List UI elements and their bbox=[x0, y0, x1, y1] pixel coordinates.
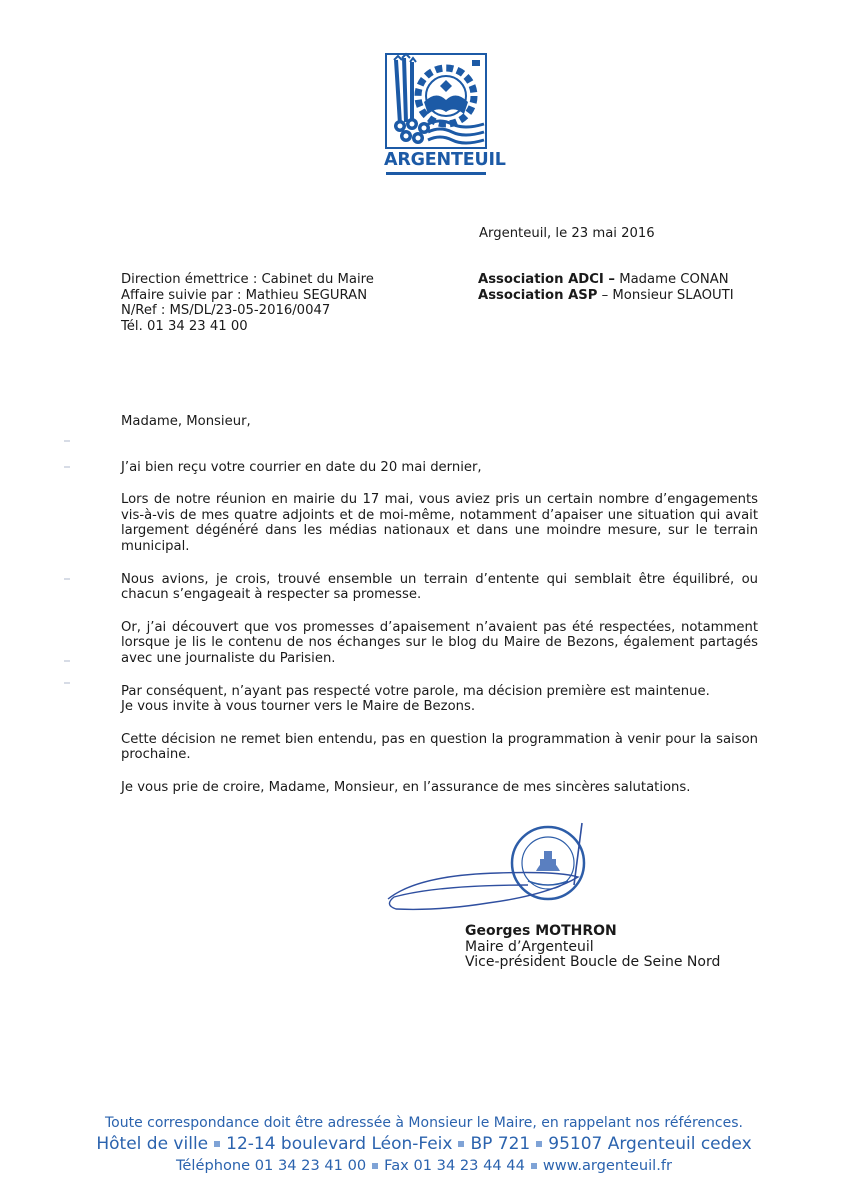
letter-body bbox=[121, 414, 758, 796]
margin-mark bbox=[64, 660, 70, 662]
recipient-person: Madame CONAN bbox=[615, 272, 729, 287]
body-paragraph: Lors de notre réunion en mairie du 17 mai, vous aviez pris un certain nombre d’engagements vis-à-vis de mes quatre adjoints et de moi-même, notamment d’apaiser une situation qui avait largement dégénéré dans les médias nationaux et dans une moindre mesure, sur le terrain municipal. bbox=[121, 492, 758, 554]
bullet-square-icon bbox=[531, 1163, 537, 1169]
body-paragraph: Or, j’ai découvert que vos promesses d’apaisement n’avaient pas été respectées, notamment lorsque je lis le contenu de nos échanges sur le blog du Maire de Bezons, également partagés avec une journaliste du Parisien. bbox=[121, 619, 758, 666]
letter-footer bbox=[0, 1113, 848, 1177]
signer-block bbox=[465, 924, 720, 971]
body-paragraph: J’ai bien reçu votre courrier en date du 20 mai dernier, bbox=[121, 459, 482, 475]
sender-block bbox=[121, 272, 374, 334]
recipient-organization: Association ASP bbox=[478, 287, 598, 303]
letter-date: Argenteuil, le 23 mai 2016 bbox=[479, 226, 655, 241]
logo-wordmark: ARGENTEUIL bbox=[384, 150, 506, 170]
body-paragraph: Je vous invite à vous tourner vers le Maire de Bezons. bbox=[121, 699, 476, 715]
margin-mark bbox=[64, 440, 70, 442]
body-paragraph: Nous avions, je crois, trouvé ensemble un terrain d’entente qui semblait être équilibré, ou chacun s’engageait à respecter sa promesse. bbox=[121, 571, 758, 603]
footer-notice: Toute correspondance doit être adressée à Monsieur le Maire, en rappelant nos références. bbox=[104, 1115, 743, 1131]
body-paragraph: Par conséquent, n’ayant pas respecté votre parole, ma décision première est maintenue. bbox=[121, 683, 710, 699]
bullet-square-icon bbox=[214, 1141, 220, 1147]
recipient-line bbox=[478, 288, 734, 304]
sender-handler: Affaire suivie par : Mathieu SEGURAN bbox=[121, 287, 368, 303]
recipient-person: – Monsieur SLAOUTI bbox=[597, 287, 734, 303]
bullet-square-icon bbox=[536, 1141, 542, 1147]
signer-name: Georges MOTHRON bbox=[465, 923, 617, 939]
footer-website: www.argenteuil.fr bbox=[542, 1157, 672, 1174]
footer-address-part: 95107 Argenteuil cedex bbox=[548, 1134, 752, 1154]
recipient-line bbox=[478, 272, 734, 288]
signer-title: Maire d’Argenteuil bbox=[465, 938, 594, 955]
official-seal-icon bbox=[512, 827, 584, 899]
footer-fax: Fax 01 34 23 44 44 bbox=[384, 1157, 525, 1174]
margin-mark bbox=[64, 578, 70, 580]
sender-department: Direction émettrice : Cabinet du Maire bbox=[121, 272, 374, 287]
footer-address-part: BP 721 bbox=[470, 1134, 531, 1154]
footer-phone: Téléphone 01 34 23 41 00 bbox=[176, 1157, 367, 1174]
sender-reference: N/Ref : MS/DL/23-05-2016/0047 bbox=[121, 303, 331, 318]
bullet-square-icon bbox=[458, 1141, 464, 1147]
margin-mark bbox=[64, 466, 70, 468]
footer-address-part: Hôtel de ville bbox=[96, 1134, 209, 1154]
signature-area bbox=[378, 815, 608, 927]
footer-contact bbox=[0, 1155, 848, 1177]
sender-phone: Tél. 01 34 23 41 00 bbox=[121, 318, 248, 334]
footer-address bbox=[0, 1133, 848, 1155]
recipient-block bbox=[478, 272, 734, 303]
closing-paragraph: Je vous prie de croire, Madame, Monsieur, en l’assurance de mes sincères salutations. bbox=[121, 779, 691, 795]
body-paragraph: Cette décision ne remet bien entendu, pas en question la programmation à venir pour la saison prochaine. bbox=[121, 731, 758, 763]
signer-title: Vice-président Boucle de Seine Nord bbox=[465, 954, 721, 970]
bullet-square-icon bbox=[372, 1163, 378, 1169]
salutation: Madame, Monsieur, bbox=[121, 414, 251, 429]
recipient-organization: Association ADCI – bbox=[478, 272, 615, 287]
margin-mark bbox=[64, 682, 70, 684]
footer-address-part: 12-14 boulevard Léon-Feix bbox=[226, 1134, 453, 1154]
